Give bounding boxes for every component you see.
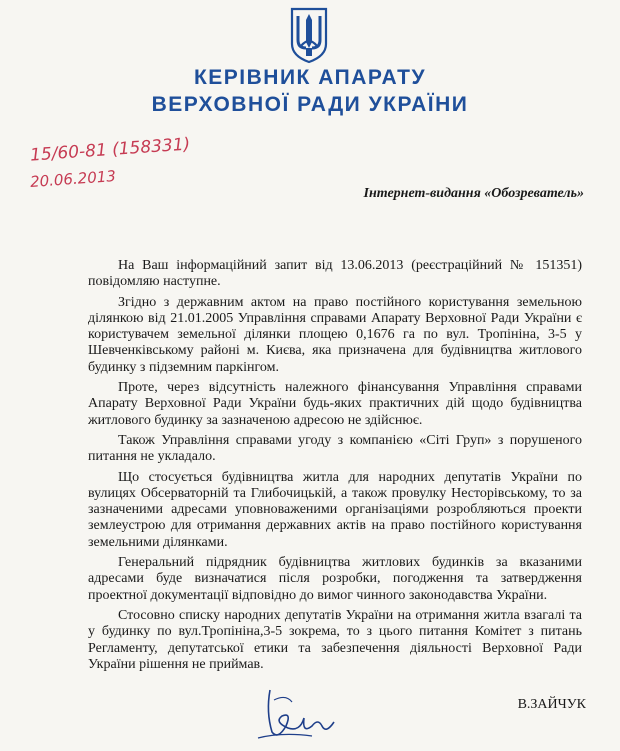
paragraph: Також Управління справами угоду з компанією «Сіті Груп» з порушеного питання не укладало.	[88, 432, 582, 465]
header-subtitle: ВЕРХОВНОЇ РАДИ УКРАЇНИ	[151, 93, 469, 116]
paragraph: Що стосується будівництва житла для народних депутатів України по вулицях Обсерваторній та Глибочицькій, а також провулку Несторівському, то за зазначеними адресами уповноваженими організаціями розробляються проекти землеустрою для отримання державних актів на право постійного користування земельними ділянками.	[88, 469, 582, 550]
registration-date: 20.06.2013	[29, 167, 117, 191]
addressee: Інтернет-видання «Обозреватель»	[363, 186, 584, 201]
signer-name: В.ЗАЙЧУК	[517, 697, 586, 712]
handwritten-signature-icon	[252, 682, 342, 744]
paragraph: На Ваш інформаційний запит від 13.06.2013 (реєстраційний № 151351) повідомляю наступне.	[88, 258, 582, 290]
paragraph: Проте, через відсутність належного фінансування Управління справами Апарату Верховної Ради України будь-яких практичних дій щодо будівництва житлового будинку за зазначеною адресою не здійснює.	[88, 380, 582, 428]
letter-body	[88, 258, 582, 677]
paragraph: Згідно з державним актом на право постійного користування земельною ділянкою від 21.01.2005 Управління справами Апарату Верховної Ради України є користувачем земельної ділянки площею 0,1676 га по вул. Тропініна, 3-5 у Шевченківському районі м. Києва, яка призначена для будівництва житлового будинку з підземним паркінгом.	[88, 294, 582, 375]
paragraph: Генеральний підрядник будівництва житлових будинків за вказаними адресами буде визначатися після розробки, погодження та затвердження проектної документації відповідно до вимог чинного законодавства України.	[88, 555, 582, 603]
header-title: КЕРІВНИК АПАРАТУ	[193, 66, 427, 89]
registration-number: 15/60-81 (158331)	[29, 134, 191, 166]
paragraph: Стосовно списку народних депутатів України на отримання житла взагалі та у будинку по вул.Тропініна,3-5 зокрема, то з цього питання Комітет з питань Регламенту, депутатської етики та забезпечення діяльності Верховної Ради України рішення не приймав.	[88, 607, 582, 672]
trident-emblem-icon	[289, 6, 329, 64]
